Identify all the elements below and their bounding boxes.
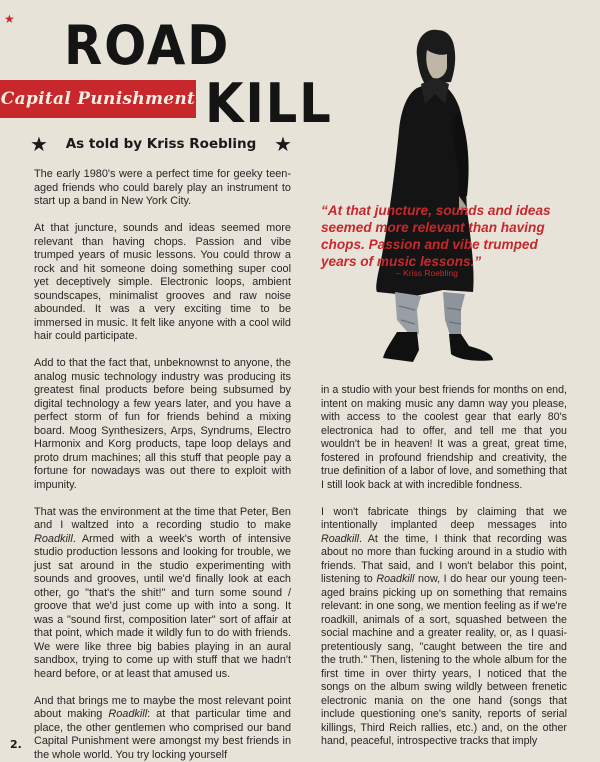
byline-star-right-icon: ★ [274, 134, 292, 154]
title-road: ROAD [64, 18, 230, 74]
article-column-left [34, 168, 291, 762]
article-column-right [321, 384, 567, 749]
article-paragraph: Add to that the fact that, unbeknownst to anyone, the analog music technology industry was producing its greatest final products before being subsumed by digital technology a few years later, and you have a perfect storm of fun for friends behind a mixing board. Moog Synthesizers, Arps, Syndrums, Electro Harmonix and Korg products, tape loop delays and proto drum machines; all this stuff that people pay a fortune for nowadays was out there to exploit with impunity. [34, 357, 291, 492]
band-name: Capital Punishment [1, 89, 195, 109]
band-banner [0, 80, 196, 118]
pull-quote-attribution: – Kriss Roebling [396, 268, 458, 278]
pull-quote: “At that juncture, sounds and ideas seemed more relevant than having chops. Passion and vibe trumped years of music lessons.” [321, 202, 573, 270]
byline-star-left-icon: ★ [30, 134, 48, 154]
page-number: 2. [10, 738, 22, 751]
article-paragraph: I won't fabricate things by claiming that we intentionally implanted deep messages into Roadkill. At the time, I think that recording was about no more than fucking around in a studio with friends. That said, and I won't belabor this point, listening to Roadkill now, I do hear our young teen-aged brains picking up on something that remains relevant: in one song, we mention feeling as if we're roadkill, animals of a sort, squashed between the social machine and a greater reality, or, as I quasi-pretentiously sang, "caught between the tire and the truth." Then, listening to the whole album for the first time in over thirty years, I noticed that the songs on the album swing wildly between frenetic electronic mania on the one hand (songs that include questioning one's sanity, reports of serial killings, Third Reich rallies, etc.) and, on the other hand, peaceful, introspective tracks that imply [321, 506, 567, 749]
article-paragraph: That was the environment at the time that Peter, Ben and I waltzed into a recording studio to make Roadkill. Armed with a week's worth of intensive studio production lessons and looking for trouble, we just sat around in the studio experimenting with sounds and grooves, until we'd finally look at each other, go "that's the shit!" and turn some sound / groove that we'd just come up with into a song. It was a "sound first, composition later" sort of affair at that point, which made it wildly fun to do with friends. We were like three big babies playing in an aural sandbox, trying to come up with stuff that we hadn't heard before, or at least that amused us. [34, 506, 291, 682]
corner-star-icon: ★ [4, 13, 15, 25]
byline [30, 134, 292, 154]
byline-text: As told by Kriss Roebling [66, 136, 257, 152]
title-kill: KILL [205, 76, 333, 132]
article-paragraph: And that brings me to maybe the most relevant point about making Roadkill: at that particular time and place, the other gentlemen who comprised our band Capital Punishment were amongst my best friends in the whole world. You try locking yourself [34, 695, 291, 762]
article-paragraph: in a studio with your best friends for months on end, intent on making music any damn way you please, with access to the coolest gear that early 80's electronica had to offer, and tell me that you wouldn't be in heaven! It was a great, great time, fostered in profound friendship and creativity, the true definition of a labor of love, and something that I still look back at with incredible fondness. [321, 384, 567, 492]
musician-photo [355, 20, 530, 375]
article-paragraph: The early 1980's were a perfect time for geeky teen-aged friends who could barely play an instrument to start up a band in New York City. [34, 168, 291, 209]
article-paragraph: At that juncture, sounds and ideas seemed more relevant than having chops. Passion and vibe trumped years of music lessons. You could throw a rock and hit someone doing something super cool yet deceptively simple. Electronic loops, ambient soundscapes, minimalist grooves and raw noise abounded. It was a very exciting time to be immersed in music. It felt like anyone with a cool wild hair could participate. [34, 222, 291, 344]
